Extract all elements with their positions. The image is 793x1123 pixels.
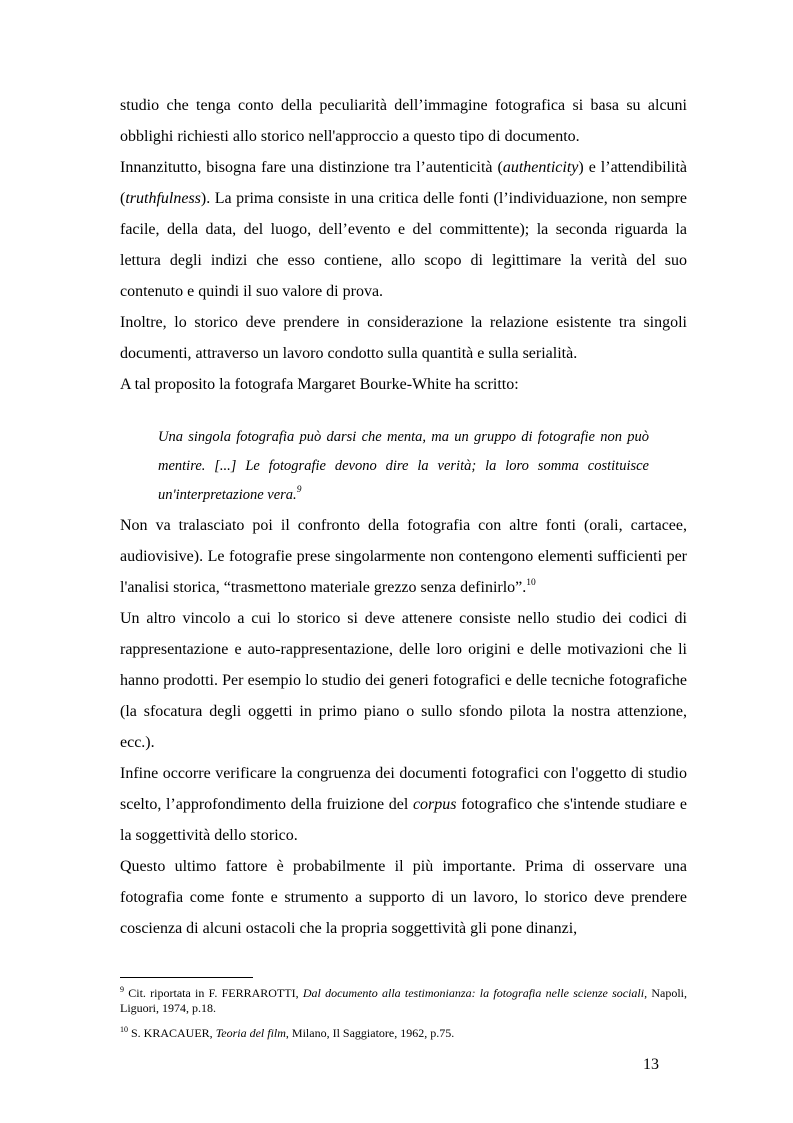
paragraph-2-part-a: Innanzitutto, bisogna fare una distinzione tra l’autenticità ( — [120, 159, 503, 176]
footnote-9-title: Dal documento alla testimonianza: la fotografia nelle scienze sociali — [302, 986, 645, 1000]
main-text — [120, 90, 687, 944]
footnote-9-number: 9 — [120, 985, 124, 994]
paragraph-7-part-c: fotografico che s'intende studiare e la soggettività dello storico. — [120, 796, 687, 844]
paragraph-2-part-c: ) e l’attendibilità ( — [120, 159, 687, 207]
paragraph-1-text: studio che tenga conto della peculiarità dell’immagine fotografica si basa su alcuni obblighi richiesti allo storico nell'approccio a questo tipo di documento. — [120, 97, 687, 145]
paragraph-2-part-e: ). La prima consiste in una critica delle fonti (l’individuazione, non sempre facile, della data, del luogo, dell’evento e del committente); la seconda riguarda la lettura degli indizi che esso contiene, allo scopo di legittimare la verità del suo contenuto e quindi il suo valore di prova. — [120, 190, 687, 300]
term-authenticity: authenticity — [502, 159, 579, 176]
footnote-10 — [120, 1026, 687, 1041]
footnote-10-title: Teoria del film — [215, 1026, 286, 1040]
footnote-divider — [120, 977, 253, 978]
paragraph-6 — [120, 603, 687, 758]
footnote-ref-10[interactable]: 10 — [526, 577, 536, 588]
paragraph-8 — [120, 851, 687, 944]
term-corpus: corpus — [412, 796, 457, 813]
footnote-9-part-c: , Napoli, Liguori, 1974, p.18. — [120, 986, 687, 1015]
block-quote — [158, 423, 649, 510]
quote-text: Una singola fotografia può darsi che menta, ma un gruppo di fotografie non può mentire. [...] Le fotografie devono dire la verità; la loro somma costituisce un'interpretazione vera. — [158, 429, 649, 503]
paragraph-5-text: Non va tralasciato poi il confronto della fotografia con altre fonti (orali, cartacee, audiovisive). Le fotografie prese singolarmente non contengono elementi sufficienti per l'analisi storica, “trasmettono materiale grezzo senza definirlo”. — [120, 517, 687, 596]
paragraph-6-text: Un altro vincolo a cui lo storico si deve attenere consiste nello studio dei codici di rappresentazione e auto-rappresentazione, delle loro origini e delle motivazioni che li hanno prodotti. Per esempio lo studio dei generi fotografici e delle tecniche fotografiche (la sfocatura degli oggetti in primo piano o sullo sfondo pilota la nostra attenzione, ecc.). — [120, 610, 687, 751]
page-number: 13 — [643, 1056, 659, 1073]
footnotes — [120, 986, 687, 1041]
footnote-9 — [120, 986, 687, 1016]
paragraph-4 — [120, 369, 687, 400]
footnote-ref-9[interactable]: 9 — [296, 485, 302, 496]
paragraph-7-part-a: Infine occorre verificare la congruenza dei documenti fotografici con l'oggetto di studio scelto, l’approfondimento della fruizione del — [120, 765, 687, 813]
paragraph-7 — [120, 758, 687, 851]
footnote-10-part-a: S. KRACAUER, — [128, 1026, 216, 1040]
footnote-10-number: 10 — [120, 1025, 128, 1034]
footnote-10-part-c: , Milano, Il Saggiatore, 1962, p.75. — [285, 1026, 455, 1040]
paragraph-5 — [120, 510, 687, 603]
paragraph-3-text: Inoltre, lo storico deve prendere in considerazione la relazione esistente tra singoli documenti, attraverso un lavoro condotto sulla quantità e sulla serialità. — [120, 314, 687, 362]
paragraph-8-text: Questo ultimo fattore è probabilmente il più importante. Prima di osservare una fotografia come fonte e strumento a supporto di un lavoro, lo storico deve prendere coscienza di alcuni ostacoli che la propria soggettività gli pone dinanzi, — [120, 858, 687, 937]
footnote-9-part-a: Cit. riportata in F. FERRAROTTI, — [124, 986, 303, 1000]
paragraph-1 — [120, 90, 687, 152]
paragraph-3 — [120, 307, 687, 369]
term-truthfulness: truthfulness — [125, 190, 201, 207]
paragraph-4-text: A tal proposito la fotografa Margaret Bourke-White ha scritto: — [120, 376, 519, 393]
paragraph-2 — [120, 152, 687, 307]
